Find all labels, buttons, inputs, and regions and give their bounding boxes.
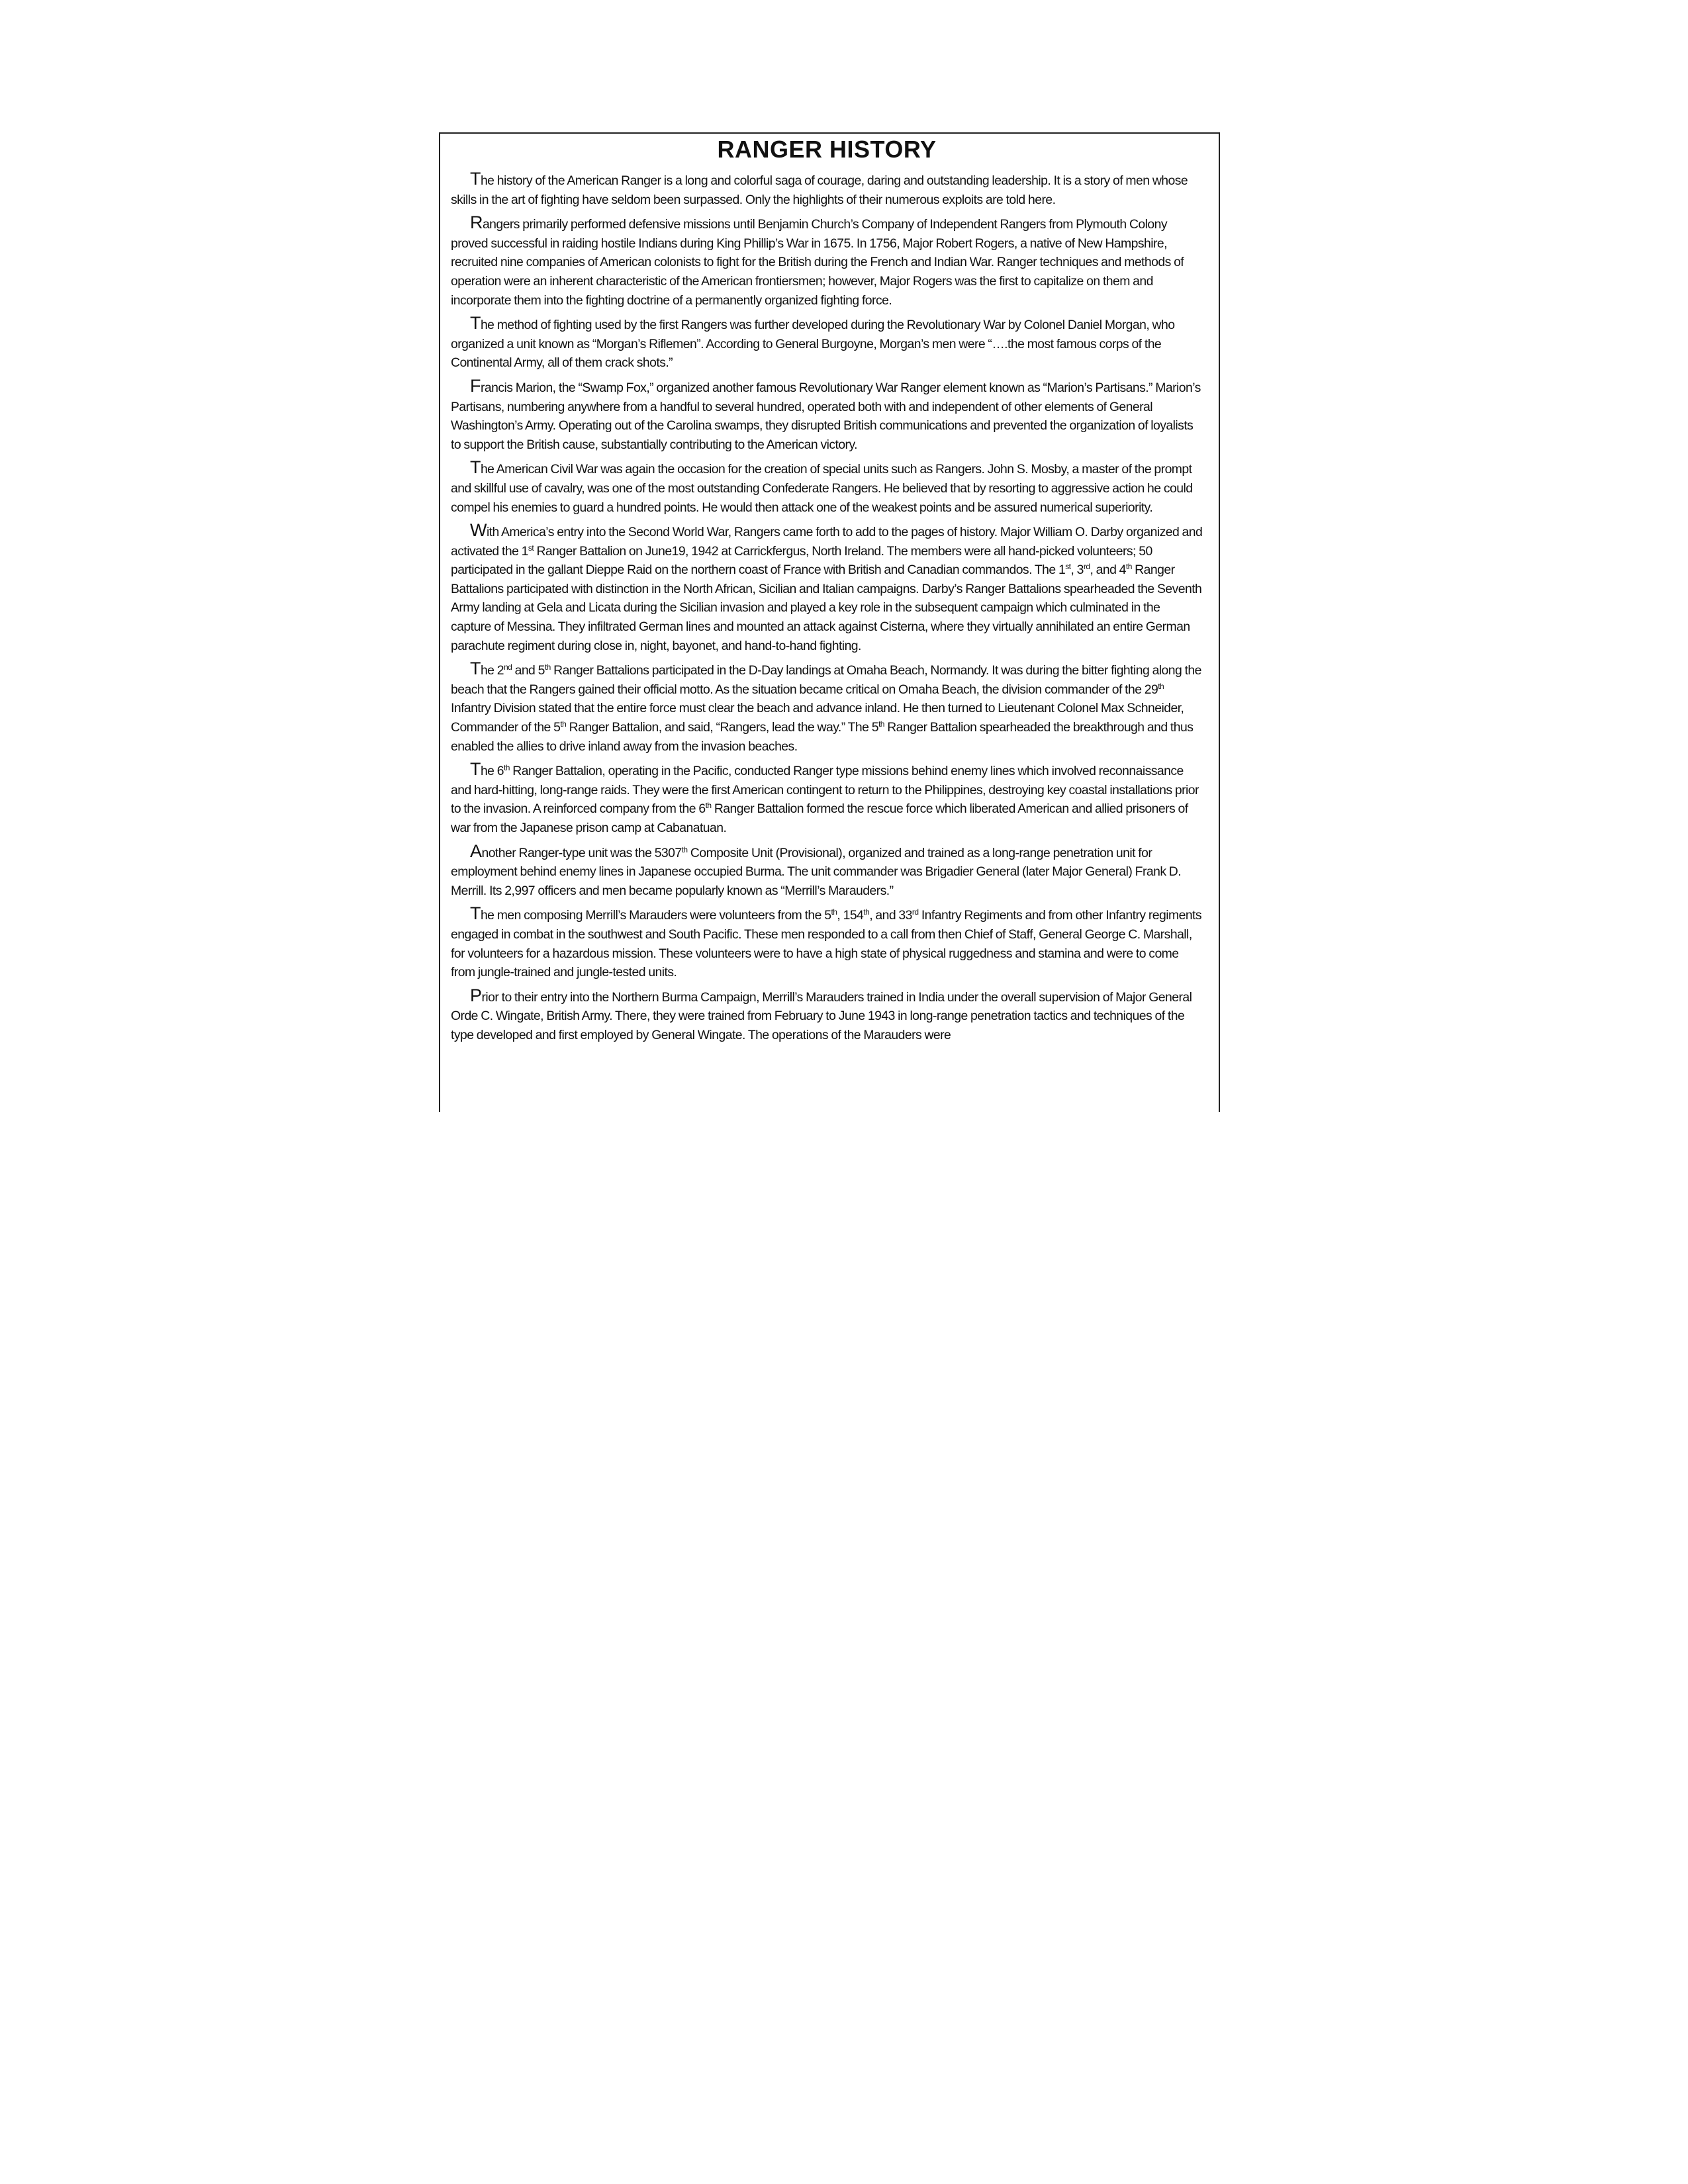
- paragraph: [451, 521, 1203, 655]
- ordinal-suffix: st: [528, 543, 534, 553]
- paragraph-initial-letter: R: [470, 212, 483, 233]
- paragraph-text: , 154: [837, 908, 864, 923]
- ordinal-suffix: th: [681, 844, 688, 854]
- paragraph-initial-letter: T: [470, 659, 481, 679]
- paragraph-text: he 2: [480, 663, 504, 678]
- paragraph-text: Ranger Battalion formed the rescue force which liberated American and allied prisoners of war from the Japanese prison camp at Cabanatuan.: [451, 801, 1188, 835]
- paragraph: [451, 904, 1203, 981]
- paragraph-text: , 3: [1070, 563, 1084, 578]
- paragraph: [451, 314, 1203, 373]
- ordinal-suffix: rd: [912, 907, 919, 917]
- paragraph-text: ith America’s entry into the Second World War, Rangers came forth to add to the pages of history. Major William O. Darby organized and activated the 1: [451, 525, 1203, 559]
- document-body: [451, 169, 1203, 1045]
- paragraph-text: , and 4: [1090, 563, 1126, 578]
- ordinal-suffix: th: [560, 719, 567, 729]
- ordinal-suffix: th: [705, 801, 712, 811]
- ordinal-suffix: nd: [504, 662, 512, 672]
- ordinal-suffix: rd: [1083, 562, 1090, 572]
- paragraph-text: Ranger Battalion, operating in the Pacific, conducted Ranger type missions behind enemy lines which involved reconnaissance and hard-hitting, long-range raids. They were the first American contingent to return to the Philippines, destroying key coastal installations prior to the invasion. A reinforced company from the 6: [451, 764, 1199, 817]
- ordinal-suffix: th: [544, 662, 551, 672]
- paragraph: [451, 213, 1203, 310]
- paragraph-initial-letter: F: [470, 375, 481, 396]
- paragraph: [451, 169, 1203, 209]
- ordinal-suffix: th: [1125, 562, 1132, 572]
- paragraph-text: he American Civil War was again the occasion for the creation of special units such as Rangers. John S. Mosby, a master of the prompt and skillful use of cavalry, was one of the most outstanding Confederate Rangers. He believed that by resorting to aggressive action he could compel his enemies to guard a hundred points. He would then attack one of the weakest points and be assured numerical superiority.: [451, 462, 1193, 515]
- paragraph-initial-letter: T: [470, 169, 481, 189]
- ordinal-suffix: th: [878, 719, 884, 729]
- paragraph-text: Ranger Battalion, and said, “Rangers, lead the way.” The 5: [566, 720, 878, 735]
- paragraph: [451, 458, 1203, 517]
- paragraph: [451, 377, 1203, 454]
- ordinal-suffix: th: [831, 907, 837, 917]
- paragraph-text: Ranger Battalions participated in the D-Day landings at Omaha Beach, Normandy. It was during the bitter fighting along the beach that the Rangers gained their official motto. As the situation became critical on Omaha Beach, the division commander of the 29: [451, 663, 1201, 697]
- paragraph-text: angers primarily performed defensive missions until Benjamin Church’s Company of Independent Rangers from Plymouth Colony proved successful in raiding hostile Indians during King Phillip’s War in 1675. In 1756, Major Robert Rogers, a native of New Hampshire, recruited nine companies of American colonists to fight for the British during the French and Indian War. Ranger techniques and methods of operation were an inherent characteristic of the American frontiersmen; however, Major Rogers was the first to capitalize on them and incorporate them into the fighting doctrine of a permanently organized fighting force.: [451, 217, 1184, 308]
- ordinal-suffix: th: [863, 907, 870, 917]
- paragraph-text: Ranger Battalion spearheaded the breakthrough and thus enabled the allies to drive inland away from the invasion beaches.: [451, 720, 1194, 754]
- paragraph: [451, 986, 1203, 1045]
- paragraph-text: he method of fighting used by the first Rangers was further developed during the Revolutionary War by Colonel Daniel Morgan, who organized a unit known as “Morgan’s Riflemen”. According to General Burgoyne, Morgan’s men were “….the most famous corps of the Continental Army, all of them crack shots.”: [451, 318, 1175, 371]
- paragraph-text: Infantry Regiments and from other Infantry regiments engaged in combat in the southwest and South Pacific. These men responded to a call from then Chief of Staff, General George C. Marshall, for volunteers for a hazardous mission. These volunteers were to have a high state of physical ruggedness and stamina and were to come from jungle-trained and jungle-tested units.: [451, 908, 1202, 980]
- ordinal-suffix: st: [1065, 562, 1071, 572]
- ordinal-suffix: th: [1158, 681, 1164, 691]
- paragraph-text: he history of the American Ranger is a long and colorful saga of courage, daring and outstanding leadership. It is a story of men whose skills in the art of fighting have seldom been surpassed. Only the highlights of their numerous exploits are told here.: [451, 173, 1188, 207]
- paragraph-text: Ranger Battalion on June19, 1942 at Carrickfergus, North Ireland. The members were all hand-picked volunteers; 50 participated in the gallant Dieppe Raid on the northern coast of France with British and Canadian commandos. The 1: [451, 543, 1152, 578]
- paragraph-text: rancis Marion, the “Swamp Fox,” organized another famous Revolutionary War Ranger element known as “Marion’s Partisans.” Marion’s Partisans, numbering anywhere from a handful to several hundred, operated both with and independent of other elements of General Washington’s Army. Operating out of the Carolina swamps, they disrupted British communications and prevented the organization of loyalists to support the British cause, substantially contributing to the American victory.: [451, 380, 1201, 452]
- paragraph-initial-letter: T: [470, 457, 481, 478]
- paragraph: [451, 659, 1203, 756]
- paragraph-text: he men composing Merrill’s Marauders were volunteers from the 5: [480, 908, 831, 923]
- paragraph-initial-letter: T: [470, 759, 481, 780]
- paragraph-text: nother Ranger-type unit was the 5307: [481, 845, 682, 860]
- paragraph-initial-letter: A: [470, 841, 482, 861]
- paragraph-text: rior to their entry into the Northern Burma Campaign, Merrill’s Marauders trained in India under the overall supervision of Major General Orde C. Wingate, British Army. There, they were trained from February to June 1943 in long-range penetration tactics and techniques of the type developed and first employed by General Wingate. The operations of the Marauders were: [451, 989, 1192, 1042]
- paragraph-text: Composite Unit (Provisional), organized and trained as a long-range penetration unit for employment behind enemy lines in Japanese occupied Burma. The unit commander was Brigadier General (later Major General) Frank D. Merrill. Its 2,997 officers and men became popularly known as “Merrill’s Marauders.”: [451, 845, 1182, 898]
- paragraph-text: Ranger Battalions participated with distinction in the North African, Sicilian and Italian campaigns. Darby’s Ranger Battalions spearheaded the Seventh Army landing at Gela and Licata during the Sicilian invasion and played a key role in the subsequent campaign which culminated in the capture of Messina. They infiltrated German lines and mounted an attack against Cisterna, where they virtually annihilated an entire German parachute regiment during close in, night, bayonet, and hand-to-hand fighting.: [451, 563, 1202, 653]
- document-page: [439, 132, 1220, 1112]
- paragraph-initial-letter: W: [470, 520, 487, 541]
- paragraph-initial-letter: P: [470, 985, 482, 1005]
- document-title: RANGER HISTORY: [717, 136, 937, 163]
- paragraph: [451, 760, 1203, 837]
- paragraph-initial-letter: T: [470, 313, 481, 334]
- paragraph-text: he 6: [480, 764, 504, 779]
- paragraph: [451, 842, 1203, 901]
- paragraph-text: Infantry Division stated that the entire force must clear the beach and advance inland. He then turned to Lieutenant Colonel Max Schneider, Commander of the 5: [451, 701, 1184, 735]
- ordinal-suffix: th: [504, 763, 510, 773]
- paragraph-text: and 5: [512, 663, 545, 678]
- paragraph-text: , and 33: [869, 908, 912, 923]
- paragraph-initial-letter: T: [470, 903, 481, 924]
